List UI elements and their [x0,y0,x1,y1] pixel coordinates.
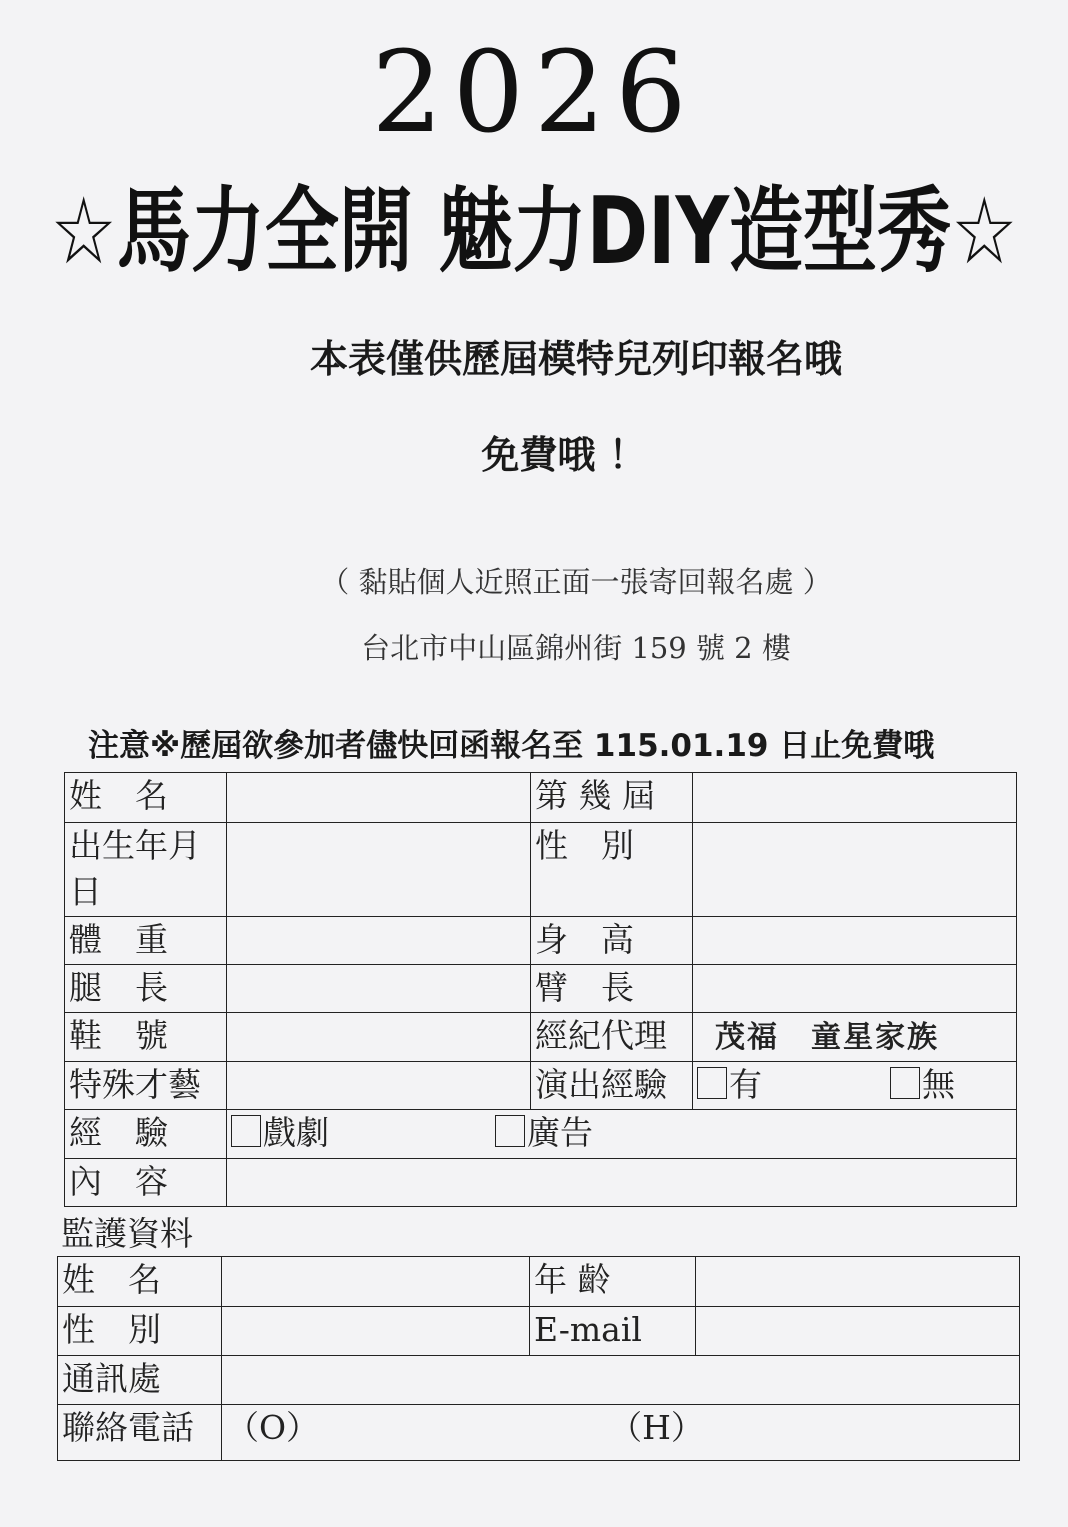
experience-field [227,1110,1017,1159]
guardian-table [57,1256,1020,1461]
guardian-gender-field[interactable] [222,1307,530,1356]
photo-note: （ 黏貼個人近照正面一張寄回報名處 ） [320,565,832,599]
applicant-table [64,772,1017,1207]
guardian-gender-label: 性 別 [58,1307,222,1356]
checkbox-ad[interactable] [495,1115,525,1147]
performance-label: 演出經驗 [531,1062,693,1110]
session-label: 第 幾 屆 [531,773,693,823]
talent-label: 特殊才藝 [65,1062,227,1110]
phone-office-label: （O） [226,1408,320,1447]
event-title: ☆馬力全開 魅力DIY造型秀☆ [50,178,1018,286]
gender-field[interactable] [693,823,1017,917]
guardian-age-label: 年 齡 [530,1257,696,1307]
guardian-address-field[interactable] [222,1356,1020,1405]
talent-field[interactable] [227,1062,531,1110]
option-ad-label: 廣告 [527,1113,593,1152]
event-year: 2026 [371,28,697,158]
guardian-name-label: 姓 名 [58,1257,222,1307]
subtitle: 本表僅供歷屆模特兒列印報名哦 [309,337,842,381]
arm-label: 臂 長 [531,965,693,1013]
weight-label: 體 重 [65,917,227,965]
leg-label: 腿 長 [65,965,227,1013]
deadline-notice: 注意※歷屆欲參加者儘快回函報名至 115.01.19 日止免費哦 [88,728,935,764]
height-label: 身 高 [531,917,693,965]
weight-field[interactable] [227,917,531,965]
phone-home-label: （H） [609,1408,704,1447]
agent-label: 經紀代理 [531,1013,693,1062]
guardian-address-label: 通訊處 [58,1356,222,1405]
guardian-name-field[interactable] [222,1257,530,1307]
session-field[interactable] [693,773,1017,823]
checkbox-drama[interactable] [231,1115,261,1147]
name-field[interactable] [227,773,531,823]
guardian-section-title: 監護資料 [61,1214,193,1253]
gender-label: 性 別 [531,823,693,917]
name-label: 姓 名 [65,773,227,823]
option-yes-label: 有 [729,1065,762,1104]
content-field[interactable] [227,1159,1017,1207]
option-drama-label: 戲劇 [263,1113,329,1152]
shoe-label: 鞋 號 [65,1013,227,1062]
arm-field[interactable] [693,965,1017,1013]
birth-label: 出生年月日 [65,823,227,917]
guardian-age-field[interactable] [696,1257,1020,1307]
leg-field[interactable] [227,965,531,1013]
content-label: 內 容 [65,1159,227,1207]
agent-value: 茂福 童星家族 [715,1020,939,1055]
option-no-label: 無 [922,1065,955,1104]
guardian-phone-label: 聯絡電話 [58,1405,222,1461]
guardian-phone-field[interactable] [222,1405,1020,1461]
free-note: 免費哦 ！ [481,433,647,477]
checkbox-yes[interactable] [697,1067,727,1099]
shoe-field[interactable] [227,1013,531,1062]
height-field[interactable] [693,917,1017,965]
performance-field [693,1062,1017,1110]
birth-field[interactable] [227,823,531,917]
guardian-email-label: E-mail [530,1307,696,1356]
mailing-address: 台北市中山區錦州街 159 號 2 樓 [361,631,791,665]
guardian-email-field[interactable] [696,1307,1020,1356]
checkbox-no[interactable] [890,1067,920,1099]
experience-label: 經 驗 [65,1110,227,1159]
agent-field[interactable] [693,1013,1017,1062]
